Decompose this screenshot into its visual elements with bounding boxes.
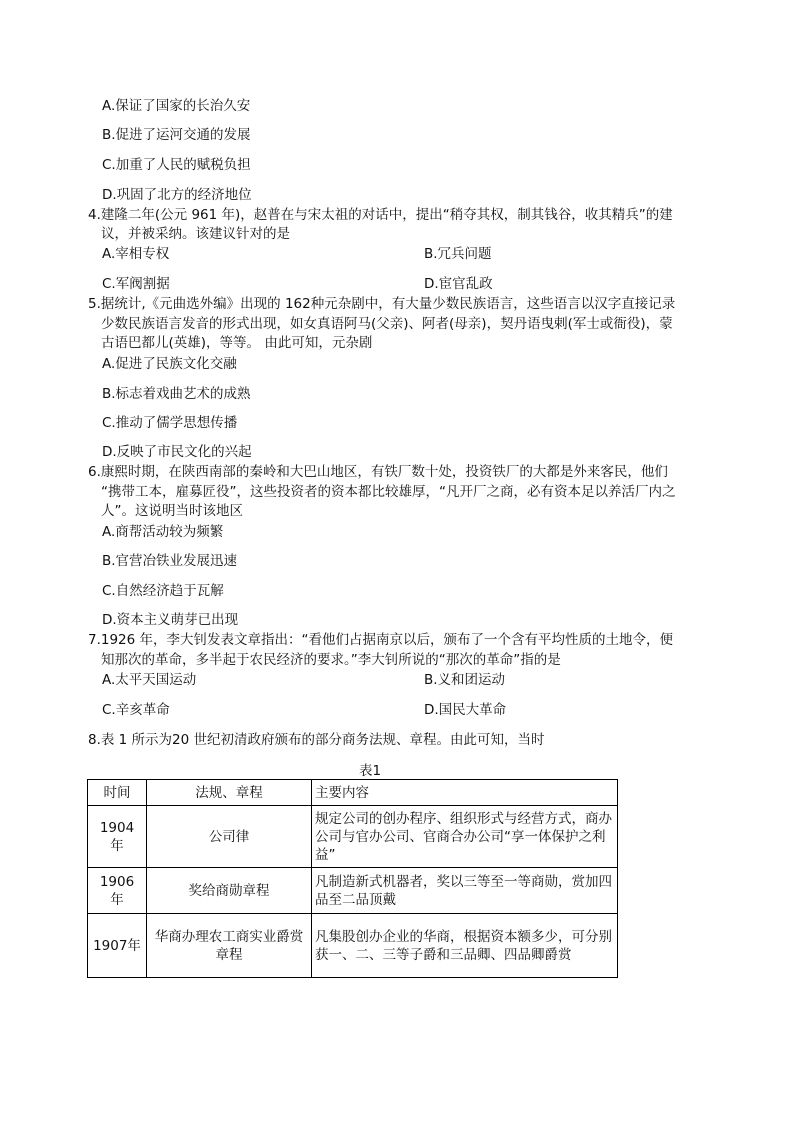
q5-stem-line2: 少数民族语言发音的形式出现，如女真语阿马(父亲)、阿者(母亲)，契丹语曳剌(军士或衙役)，蒙	[101, 316, 673, 332]
table-row	[88, 914, 618, 978]
q3-option-c: C.加重了人民的赋税负担	[102, 157, 251, 173]
table-row	[88, 868, 618, 914]
header-time: 时间	[88, 780, 147, 806]
q6-option-c: C.自然经济趋于瓦解	[102, 583, 224, 599]
q3-option-b: B.促进了运河交通的发展	[102, 127, 251, 143]
q6-stem-line3: 人”。这说明当时该地区	[101, 503, 243, 519]
header-regulation: 法规、章程	[147, 780, 312, 806]
cell-time: 1907年	[88, 914, 147, 978]
q6-option-b: B.官营冶铁业发展迅速	[102, 553, 238, 569]
cell-time: 1904 年	[88, 806, 147, 868]
q7-option-c: C.辛亥革命	[102, 702, 170, 718]
q3-option-d: D.巩固了北方的经济地位	[102, 187, 252, 203]
q4-stem-line1: 4.建隆二年(公元 961 年)，赵普在与宋太祖的对话中，提出“稍夺其权，制其钱谷，收其精兵”的建	[88, 207, 673, 223]
q7-option-d: D.国民大革命	[424, 702, 507, 718]
cell-time: 1906 年	[88, 868, 147, 914]
header-content: 主要内容	[312, 780, 618, 806]
q5-option-b: B.标志着戏曲艺术的成熟	[102, 386, 251, 402]
q6-option-a: A.商帮活动较为频繁	[102, 524, 224, 540]
cell-content: 凡集股创办企业的华商，根据资本额多少，可分别获一、二、三等子爵和三品卿、四品卿爵赏	[312, 914, 618, 978]
q7-stem-line1: 7.1926 年，李大钊发表文章指出：“看他们占据南京以后，颁布了一个含有平均性质的土地令，便	[88, 632, 674, 648]
q7-option-a: A.太平天国运动	[102, 672, 197, 688]
q4-option-d: D.宦官乱政	[424, 276, 493, 292]
q4-option-a: A.宰相专权	[102, 246, 170, 262]
q5-option-a: A.促进了民族文化交融	[102, 356, 237, 372]
q6-stem-line1: 6.康熙时期，在陕西南部的秦岭和大巴山地区，有铁厂数十处，投资铁厂的大都是外来客民，他们	[88, 464, 668, 480]
cell-content: 凡制造新式机器者，奖以三等至一等商勋，赏加四品至二品顶戴	[312, 868, 618, 914]
regulations-table	[87, 779, 618, 978]
q4-option-c: C.军阀割据	[102, 276, 170, 292]
q7-stem-line2: 知那次的革命，多半起于农民经济的要求。”李大钊所说的“那次的革命”指的是	[101, 652, 561, 668]
q5-stem-line3: 古语巴都儿(英雄)，等等。 由此可知，元杂剧	[101, 335, 373, 351]
q5-stem-line1: 5.据统计,《元曲选外编》出现的 162种元杂剧中，有大量少数民族语言，这些语言以汉字直接记录	[88, 296, 676, 312]
q8-stem-line1: 8.表 1 所示为20 世纪初清政府颁布的部分商务法规、章程。由此可知，当时	[88, 732, 545, 748]
cell-regulation: 奖给商勋章程	[147, 868, 312, 914]
q5-option-d: D.反映了市民文化的兴起	[102, 444, 252, 460]
q6-stem-line2: “携带工本，雇募匠役”，这些投资者的资本都比较雄厚，“凡开厂之商，必有资本足以养活厂内之	[101, 484, 676, 500]
q7-option-b: B.义和团运动	[424, 672, 506, 688]
q3-option-a: A.保证了国家的长治久安	[102, 98, 251, 114]
table-row	[88, 806, 618, 868]
cell-content: 规定公司的创办程序、组织形式与经营方式，商办公司与官办公司、官商合办公司“享一体保护之利益”	[312, 806, 618, 868]
q4-option-b: B.冗兵问题	[424, 246, 492, 262]
cell-regulation: 华商办理农工商实业爵赏章程	[147, 914, 312, 978]
q4-stem-line2: 议，并被采纳。该建议针对的是	[101, 226, 290, 242]
table-header-row	[88, 780, 618, 806]
q5-option-c: C.推动了儒学思想传播	[102, 415, 238, 431]
q6-option-d: D.资本主义萌芽已出现	[102, 612, 239, 628]
cell-regulation: 公司律	[147, 806, 312, 868]
table-caption: 表1	[358, 763, 382, 779]
